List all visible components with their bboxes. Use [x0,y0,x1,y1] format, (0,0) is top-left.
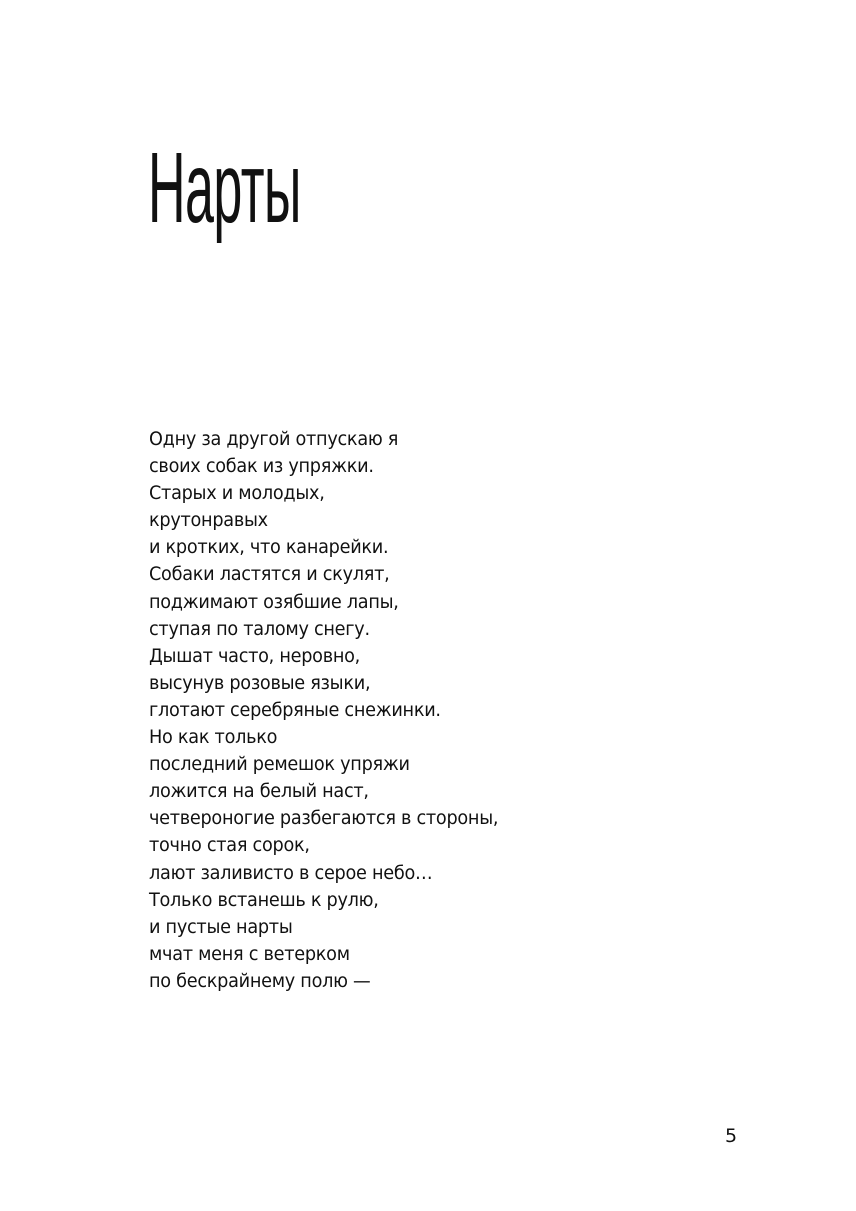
poem-line: последний ремешок упряжи [149,753,410,776]
poem-line: ступая по талому снегу. [149,617,370,640]
poem-line: и пустые нарты [149,915,293,938]
page-title: Нарты [148,132,301,244]
poem-line: Только встанешь к рулю, [149,888,379,911]
poem-line: Дышат часто, неровно, [149,644,360,667]
poem-line: Одну за другой отпускаю я [149,428,399,450]
poem-line: Собаки ластятся и скулят, [149,563,390,586]
poem-line: по бескрайнему полю — [149,969,371,992]
poem-line: мчат меня с ветерком [149,942,350,965]
poem-line: глотают серебряные снежинки. [149,698,441,721]
poem-line: высунув розовые языки, [149,671,371,694]
poem-line: лают заливисто в серое небо… [149,861,433,884]
poem-line: своих собак из упряжки. [149,455,374,478]
poem-line: крутонравых [149,509,268,532]
poem-line: точно стая сорок, [149,834,310,857]
poem-line: Но как только [149,726,278,749]
poem-line: Старых и молодых, [149,482,325,505]
poem-text [149,426,525,995]
poem-line: ложится на белый наст, [149,780,369,803]
page-number: 5 [725,1125,738,1147]
poem-line: поджимают озябшие лапы, [149,590,399,613]
poem-line: четвероногие разбегаются в стороны, [149,807,499,830]
poem-line: и кротких, что канарейки. [149,536,389,559]
